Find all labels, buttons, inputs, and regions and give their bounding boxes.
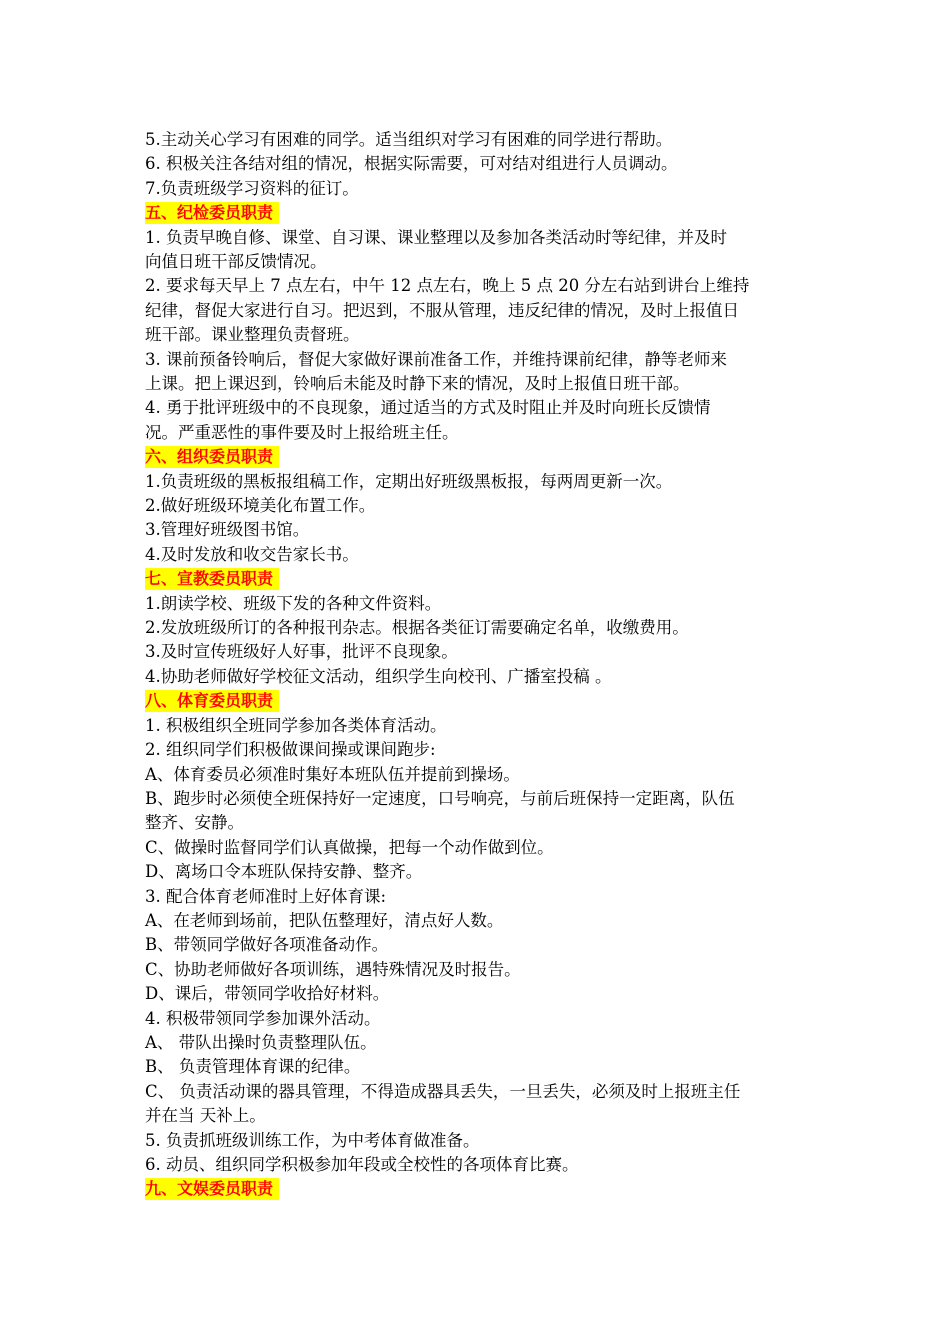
text-line: 2.发放班级所订的各种报刊杂志。根据各类征订需要确定名单，收缴费用。	[145, 618, 689, 638]
text-line: A、体育委员必须准时集好本班队伍并提前到操场。	[145, 764, 520, 784]
text-line: C、 负责活动课的器具管理，不得造成器具丢失，一旦丢失，必须及时上报班主任	[145, 1081, 741, 1101]
text-line: 5.主动关心学习有困难的同学。适当组织对学习有困难的同学进行帮助。	[145, 130, 673, 149]
text-line: 1. 负责早晚自修、课堂、自习课、课业整理以及参加各类活动时等纪律，并及时	[145, 227, 727, 247]
text-line: A、在老师到场前，把队伍整理好，清点好人数。	[145, 910, 504, 930]
text-line: 3. 配合体育老师准时上好体育课:	[145, 886, 387, 906]
text-line: 4.及时发放和收交告家长书。	[145, 544, 359, 564]
text-line: B、带领同学做好各项准备动作。	[145, 935, 389, 955]
text-line: D、课后，带领同学收拾好材料。	[145, 984, 390, 1004]
section-heading-text: 九、文娱委员职责	[145, 1178, 279, 1200]
text-line: 6. 积极关注各结对组的情况，根据实际需要，可对结对组进行人员调动。	[145, 154, 678, 174]
text-line: 3.及时宣传班级好人好事，批评不良现象。	[145, 642, 458, 662]
text-line: D、离场口令本班队保持安静、整齐。	[145, 862, 423, 882]
text-line: A、 带队出操时负责整理队伍。	[145, 1032, 377, 1052]
section-heading	[145, 689, 815, 713]
text-line: 4.协助老师做好学校征文活动，组织学生向校刊、广播室投稿 。	[145, 666, 612, 686]
section-heading	[145, 201, 815, 225]
text-line: 3.管理好班级图书馆。	[145, 520, 310, 540]
text-line: B、跑步时必须使全班保持好一定速度，口号响亮，与前后班保持一定距离，队伍	[145, 788, 735, 808]
text-line: 2. 组织同学们积极做课间操或课间跑步:	[145, 740, 436, 760]
section-heading-text: 六、组织委员职责	[145, 446, 279, 468]
text-line: 7.负责班级学习资料的征订。	[145, 178, 359, 198]
text-line: 6. 动员、组织同学积极参加年段或全校性的各项体育比赛。	[145, 1155, 579, 1174]
text-line: 1. 积极组织全班同学参加各类体育活动。	[145, 715, 447, 735]
text-line: 并在当 天补上。	[145, 1106, 266, 1126]
section-heading-text: 五、纪检委员职责	[145, 202, 279, 224]
text-line: B、 负责管理体育课的纪律。	[145, 1057, 361, 1077]
document-body	[145, 128, 815, 1202]
text-line: 整齐、安静。	[145, 813, 244, 833]
text-line: 4. 积极带领同学参加课外活动。	[145, 1008, 381, 1028]
section-heading	[145, 445, 815, 469]
text-line: 2. 要求每天早上 7 点左右，中午 12 点左右，晚上 5 点 20 分左右站到讲台上维持	[145, 276, 750, 296]
text-line: 况。严重恶性的事件要及时上报给班主任。	[145, 422, 459, 442]
text-line: 纪律，督促大家进行自习。把迟到，不服从管理，违反纪律的情况，及时上报值日	[145, 300, 739, 320]
text-line: 班干部。课业整理负责督班。	[145, 325, 360, 345]
text-line: 2.做好班级环境美化布置工作。	[145, 496, 376, 516]
text-line: C、协助老师做好各项训练，遇特殊情况及时报告。	[145, 959, 521, 979]
section-heading	[145, 1177, 815, 1201]
section-heading	[145, 567, 815, 591]
text-line: 1.朗读学校、班级下发的各种文件资料。	[145, 593, 442, 613]
section-heading-text: 七、宣教委员职责	[145, 568, 279, 590]
text-line: 3. 课前预备铃响后，督促大家做好课前准备工作，并维持课前纪律，静等老师来	[145, 349, 727, 369]
text-line: 1.负责班级的黑板报组稿工作，定期出好班级黑板报，每两周更新一次。	[145, 471, 673, 491]
section-heading-text: 八、体育委员职责	[145, 690, 279, 712]
text-line: 上课。把上课迟到，铃响后未能及时静下来的情况，及时上报值日班干部。	[145, 374, 690, 394]
text-line: 向值日班干部反馈情况。	[145, 252, 327, 272]
text-line: C、做操时监督同学们认真做操，把每一个动作做到位。	[145, 837, 554, 857]
text-line: 5. 负责抓班级训练工作，为中考体育做准备。	[145, 1130, 480, 1150]
text-line: 4. 勇于批评班级中的不良现象，通过适当的方式及时阻止并及时向班长反馈情	[145, 398, 711, 418]
